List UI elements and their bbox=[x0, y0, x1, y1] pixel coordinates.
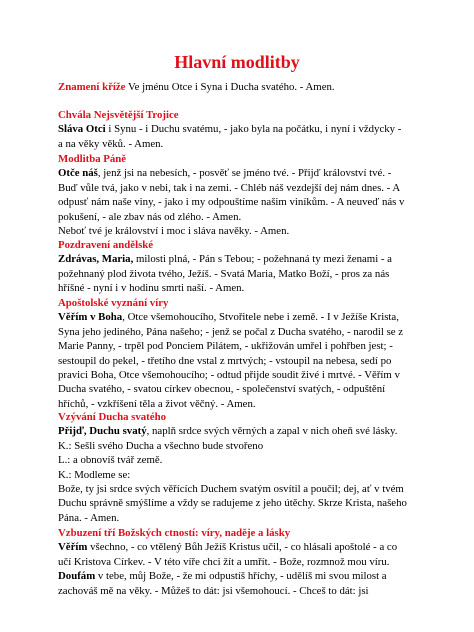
vzyvani-line: K.: Modleme se: bbox=[58, 468, 131, 481]
section-ctnosti bbox=[58, 526, 428, 598]
znameni-text: Ve jménu Otce i Syna i Ducha svatého. - Amen. bbox=[125, 81, 335, 93]
heading-vyznani: Apoštolské vyznání víry bbox=[58, 297, 169, 309]
otcenas-line: pokušení, - ale zbav nás od zlého. - Amen. bbox=[58, 210, 242, 223]
vzyvani-line: L.: a obnovíš tvář země. bbox=[58, 454, 163, 467]
vyznani-line: pravici Boha, Otce všemohoucího; - odtud přijde soudit živé i mrtvé. - Věřím v bbox=[58, 369, 400, 382]
heading-znameni-krize: Znamení kříže bbox=[58, 81, 126, 93]
section-znameni-krize bbox=[58, 80, 428, 94]
zdravas-line: milosti plná, - Pán s Tebou; - požehnaná ty mezi ženami - a bbox=[133, 253, 392, 266]
page-title: Hlavní modlitby bbox=[174, 52, 300, 72]
heading-vzyvani: Vzývání Ducha svatého bbox=[58, 411, 166, 423]
section-vzyvani bbox=[58, 410, 428, 525]
vyznani-lead: Věřím v Boha bbox=[58, 311, 123, 324]
otcenas-line: Neboť tvé je království i moc i sláva navěky. - Amen. bbox=[58, 225, 290, 238]
vyznani-line: hříchů, - vzkříšení těla a život věčný. - Amen. bbox=[58, 397, 256, 410]
vyznani-line: Ducha svatého, - svatou církev obecnou, - společenství svatých, - odpuštění bbox=[58, 383, 386, 396]
otcenas-line: odpusť nám naše viny, - jako i my odpouštíme našim viníkům. - A neuveď nás v bbox=[58, 196, 405, 209]
heading-chvala: Chvála Nejsvětější Trojice bbox=[58, 109, 179, 121]
vyznani-line: sestoupil do pekel, - třetího dne vstal z mrtvých; - vstoupil na nebesa, sedí po bbox=[58, 354, 392, 367]
zdravas-line: hříšné - nyní i v hodinu smrti naší. - Amen. bbox=[58, 282, 245, 295]
vzyvani-line: Pána. - Amen. bbox=[58, 511, 120, 524]
heading-ctnosti: Vzbuzení tří Božských ctností: víry, naděje a lásky bbox=[58, 527, 291, 539]
vzyvani-line: , naplň srdce svých věrných a zapal v nich oheň své lásky. bbox=[146, 425, 398, 438]
otcenas-line: Buď vůle tvá, jako v nebi, tak i na zemi. - Chléb náš vezdejší dej nám dnes. - A bbox=[58, 181, 401, 194]
otcenas-line: , jenž jsi na nebesích, - posvěť se jméno tvé. - Přijď království tvé. - bbox=[97, 167, 392, 180]
heading-otcenas: Modlitba Páně bbox=[58, 153, 127, 165]
zdravas-line: požehnaný plod života tvého, Ježíš. - Svatá Maria, Matko Boží, - pros za nás bbox=[58, 267, 390, 280]
ctnosti-line: v tebe, můj Bože, - že mi odpustíš hříchy, - udělíš mi svou milost a bbox=[95, 570, 387, 583]
ctnosti-lead-verim: Věřím bbox=[58, 541, 88, 554]
ctnosti-lead-doufam: Doufám bbox=[58, 570, 96, 583]
section-vyznani bbox=[58, 296, 428, 411]
vyznani-line: , Otce všemohoucího, Stvořitele nebe i země. - I v Ježíše Krista, bbox=[122, 311, 399, 324]
vzyvani-line: Duchu správně smýšlíme a vždy se radujeme z jeho útěchy. Skrze Krista, našeho bbox=[58, 497, 407, 510]
chvala-line: a na věky věků. - Amen. bbox=[58, 137, 164, 150]
vzyvani-line: Bože, ty jsi srdce svých věřících Duchem svatým osvítil a poučil; dej, ať v tvém bbox=[58, 483, 404, 496]
vyznani-line: Syna jeho jediného, Pána našeho; - jenž se počal z Ducha svatého, - narodil se z bbox=[58, 325, 404, 338]
ctnosti-line: všechno, - co vtělený Bůh Ježíš Kristus učil, - co hlásali apoštolé - a co bbox=[87, 541, 398, 554]
vzyvani-line: K.: Sešli svého Ducha a všechno bude stvořeno bbox=[58, 439, 264, 452]
zdravas-lead: Zdrávas, Maria, bbox=[58, 253, 134, 266]
vzyvani-lead: Přijď, Duchu svatý bbox=[58, 425, 147, 438]
section-chvala bbox=[58, 108, 428, 151]
chvala-lead: Sláva Otci bbox=[58, 123, 106, 136]
otcenas-lead: Otče náš bbox=[58, 167, 98, 180]
chvala-line: i Synu - i Duchu svatému, - jako byla na počátku, i nyní i vždycky - bbox=[105, 123, 402, 136]
section-zdravas bbox=[58, 238, 428, 296]
ctnosti-line: zachováš mě na věky. - Můžeš to dát: jsi všemohoucí. - Chceš to dát: jsi bbox=[58, 584, 369, 597]
heading-zdravas: Pozdravení andělské bbox=[58, 239, 154, 251]
ctnosti-line: učí Kristova Církev. - V této víře chci žít a umřít. - Bože, rozmnož mou víru. bbox=[58, 555, 390, 568]
vyznani-line: Marie Panny, - trpěl pod Ponciem Pilátem, - ukřižován umřel i pohřben jest; - bbox=[58, 340, 393, 353]
section-otcenas bbox=[58, 152, 428, 238]
